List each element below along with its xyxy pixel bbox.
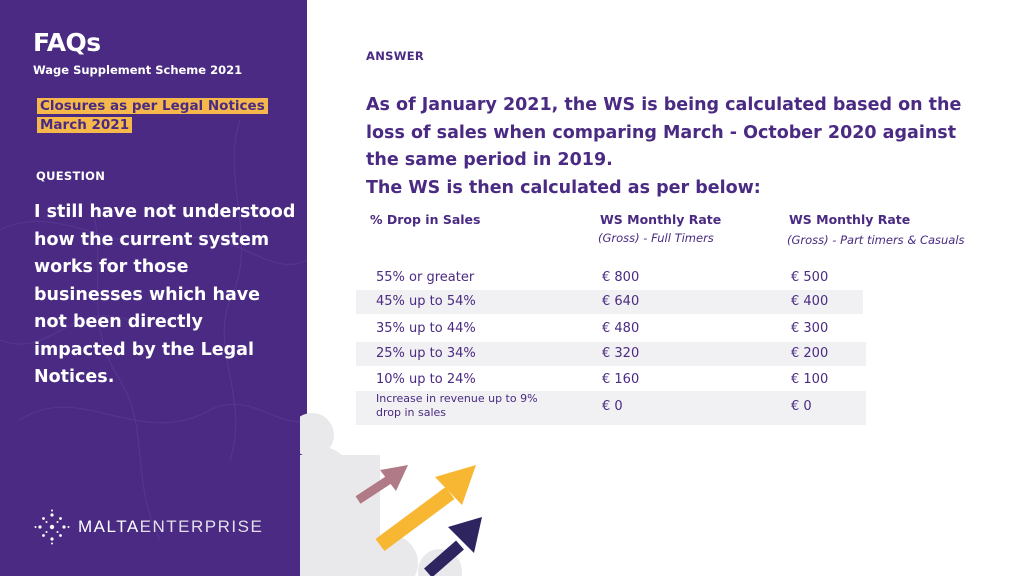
logo-wordmark (78, 517, 263, 537)
answer-label: ANSWER (366, 49, 425, 63)
logo-text-bold: MALTA (78, 517, 140, 536)
malta-enterprise-logo (34, 509, 263, 545)
full-timer-rate-cell: € 480 (602, 321, 640, 336)
full-timer-rate-cell: € 0 (602, 399, 623, 414)
part-timer-rate-cell: € 100 (791, 372, 829, 387)
drop-cell: 25% up to 34% (376, 346, 476, 361)
answer-paragraph-2: The WS is then calculated as per below: (366, 177, 761, 198)
question-label: QUESTION (36, 169, 106, 183)
drop-cell: 35% up to 44% (376, 321, 476, 336)
drop-cell: 45% up to 54% (376, 294, 476, 309)
drop-cell: 55% or greater (376, 270, 475, 285)
starburst-logo-icon (34, 509, 70, 545)
header-part-timers: WS Monthly Rate (789, 212, 911, 227)
part-timer-rate-cell: € 0 (791, 399, 812, 414)
growth-arrows-illustration (300, 395, 500, 576)
answer-text (366, 92, 986, 202)
topic-line-2: March 2021 (37, 117, 132, 133)
part-timer-rate-cell: € 300 (791, 321, 829, 336)
topic-line-1: Closures as per Legal Notices (37, 98, 268, 114)
full-timer-rate-cell: € 320 (602, 346, 640, 361)
topic-highlight (37, 97, 277, 135)
answer-paragraph-1: As of January 2021, the WS is being calculated based on the loss of sales when comparing March - October 2020 against the same period in 2019. (366, 95, 962, 170)
scheme-subtitle: Wage Supplement Scheme 2021 (33, 63, 243, 77)
logo-text-light: ENTERPRISE (139, 517, 264, 536)
part-timer-rate-cell: € 400 (791, 294, 829, 309)
question-text: I still have not understood how the current system works for those businesses which have not been directly impacted by the Legal Notices. (34, 202, 296, 387)
table-row (356, 342, 866, 366)
table-row (356, 290, 863, 314)
table-row (356, 317, 866, 341)
header-full-timers-note: (Gross) - Full Timers (598, 231, 714, 245)
drop-cell: Increase in revenue up to 9% drop in sales (376, 392, 538, 419)
table-row (356, 266, 866, 290)
full-timer-rate-cell: € 800 (602, 270, 640, 285)
header-full-timers: WS Monthly Rate (600, 212, 722, 227)
part-timer-rate-cell: € 500 (791, 270, 829, 285)
full-timer-rate-cell: € 160 (602, 372, 640, 387)
drop-cell: 10% up to 24% (376, 372, 476, 387)
part-timer-rate-cell: € 200 (791, 346, 829, 361)
full-timer-rate-cell: € 640 (602, 294, 640, 309)
header-part-timers-note: (Gross) - Part timers & Casuals (787, 233, 965, 247)
page-title: FAQs (33, 28, 101, 57)
header-drop-in-sales: % Drop in Sales (370, 212, 481, 227)
sidebar-panel (0, 0, 307, 576)
table-row (356, 368, 866, 392)
